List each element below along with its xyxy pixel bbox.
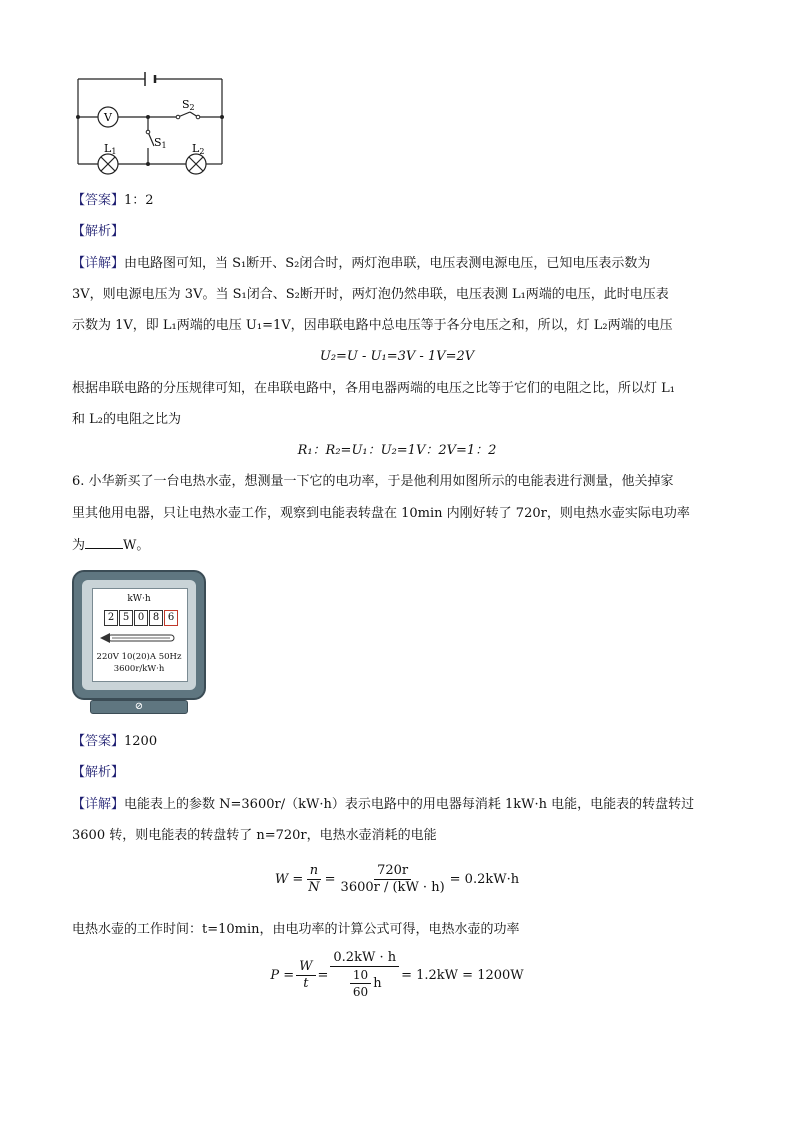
q6-question-line-3: 为 W。: [72, 538, 150, 553]
voltmeter-symbol: [98, 107, 118, 127]
lamp-l2-symbol: [186, 154, 206, 174]
meter-digit: 8: [149, 610, 163, 626]
circuit-diagram: [70, 66, 230, 181]
meter-digit: 5: [119, 610, 133, 626]
meter-knob-icon: ⊘: [134, 701, 144, 712]
meter-digits: [104, 610, 178, 626]
q6-analysis-tag: 【解析】: [72, 765, 125, 780]
detail-tag: 【详解】: [72, 797, 125, 812]
meter-unit: kW·h: [127, 594, 151, 604]
energy-equation: W = $\frac{n}{N}$ = $\frac{720r}{3600r / (kW \cdot h)}$ = 0.2kW·h: [274, 862, 520, 895]
meter-disc-icon: [100, 632, 178, 644]
q6-question-line-2: 里其他用电器，只让电热水壶工作，观察到电能表转盘在 10min 内刚好转了 720r，则电热水壶实际电功率: [72, 506, 690, 521]
q6-answer: [72, 733, 157, 751]
lamp-l1-label: L1: [104, 142, 117, 156]
q5-detail-line-1: 【详解】由电路图可知，当 S₁断开、S₂闭合时，两灯泡串联，电压表测电源电压，已知电压表示数为: [72, 256, 651, 271]
q6-question-line-1: 6. 小华新买了一台电热水壶，想测量一下它的电功率，于是他利用如图所示的电能表进行测量，他关掉家: [72, 474, 674, 489]
q5-detail-line-4: 根据串联电路的分压规律可知，在串联电路中，各用电器两端的电压之比等于它们的电阻之比，所以灯 L₁: [72, 381, 675, 396]
q5-detail-line-5: 和 L₂的电阻之比为: [72, 412, 181, 427]
q5-equation-2: R₁：R₂=U₁：U₂=1V：2V=1：2: [297, 443, 497, 458]
meter-digit: 2: [104, 610, 118, 626]
q5-detail-line-2: 3V，则电源电压为 3V。当 S₁闭合、S₂断开时，两灯泡仍然串联，电压表测 L₁两端的电压，此时电压表: [72, 287, 669, 302]
q6-detail-line-3: 电热水壶的工作时间：t=10min，由电功率的计算公式可得，电热水壶的功率: [72, 922, 520, 937]
power-equation: P = $\frac{W}{t}$ = 0.2kW · h $\frac{10}{60}$ h = 1.2kW = 1200W: [270, 950, 524, 999]
meter-base: [90, 700, 188, 714]
switch-s1-label: S1: [154, 136, 167, 150]
answer-blank: [85, 536, 123, 549]
detail-tag: 【详解】: [72, 256, 125, 271]
q5-equation-1: U₂=U - U₁=3V - 1V=2V: [319, 349, 475, 364]
meter-digit-decimal: 6: [164, 610, 178, 626]
answer-tag: 【答案】: [72, 734, 125, 749]
answer-tag: 【答案】: [72, 193, 125, 208]
meter-spec-2: 3600r/kW·h: [113, 664, 165, 674]
lamp-l1-symbol: [98, 154, 118, 174]
voltmeter-label: V: [104, 111, 112, 124]
q5-detail-line-3: 示数为 1V，即 L₁两端的电压 U₁=1V，因串联电路中总电压等于各分电压之和，所以，灯 L₂两端的电压: [72, 318, 673, 333]
q6-detail-line-2: 3600 转，则电能表的转盘转了 n=720r，电热水壶消耗的电能: [72, 828, 437, 843]
switch-s2-label: S2: [182, 98, 195, 112]
lamp-l2-label: L2: [192, 142, 205, 156]
answer-value: 1200: [124, 734, 158, 749]
q5-analysis-tag: 【解析】: [72, 224, 125, 239]
q6-detail-line-1: 【详解】电能表上的参数 N=3600r/（kW·h）表示电路中的用电器每消耗 1kW·h 电能，电能表的转盘转过: [72, 797, 695, 812]
answer-value: 1：2: [124, 193, 154, 208]
q5-answer: [72, 192, 154, 210]
meter-spec-1: 220V 10(20)A 50Hz: [96, 652, 182, 662]
meter-digit: 0: [134, 610, 148, 626]
electric-meter: [72, 570, 206, 716]
